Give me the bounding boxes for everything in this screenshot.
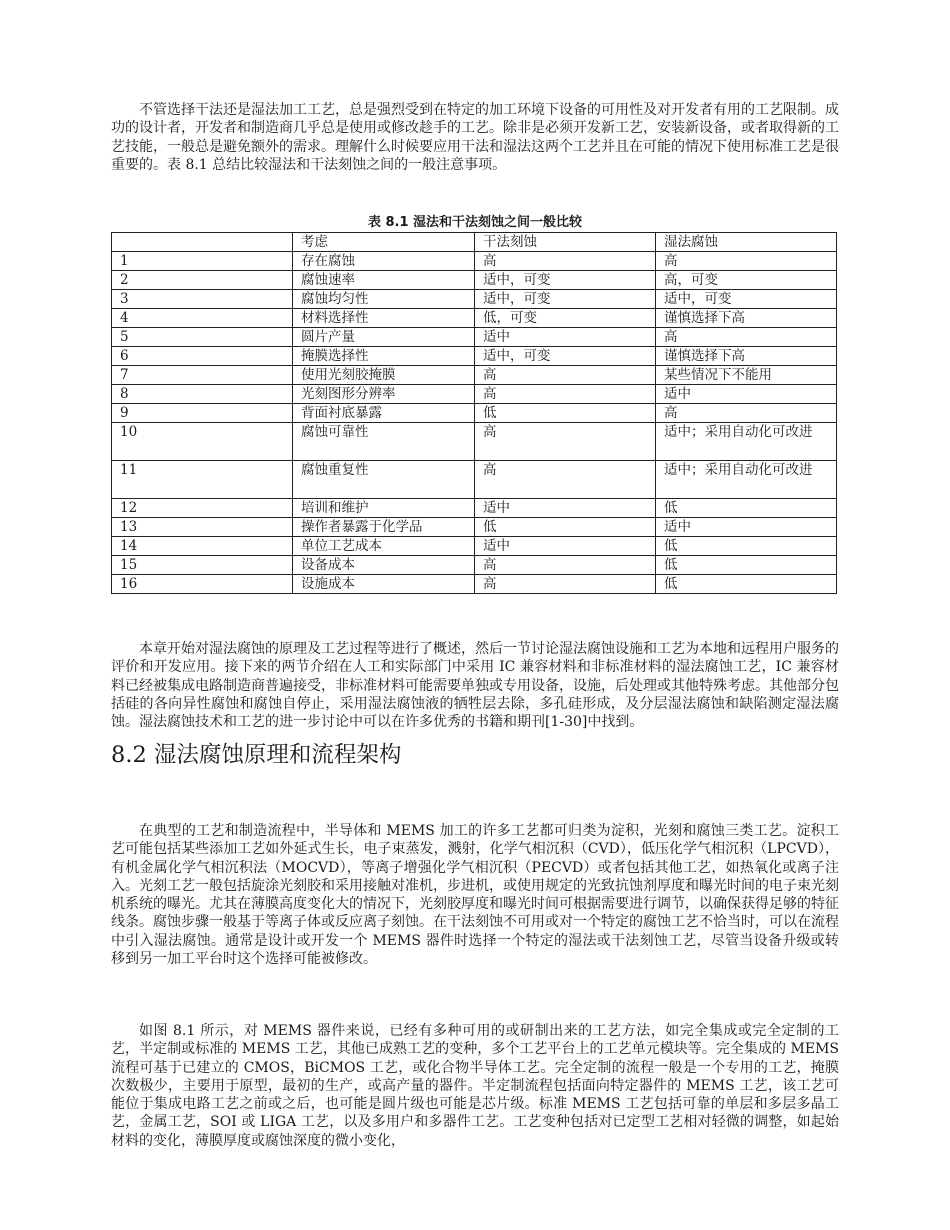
table-row: [112, 499, 837, 518]
section-heading: 8.2 湿法腐蚀原理和流程架构: [111, 742, 402, 768]
table-row: [112, 575, 837, 594]
table-cell: 低: [656, 556, 837, 575]
table-cell: 腐蚀重复性: [293, 461, 475, 499]
table-cell: 7: [112, 366, 293, 385]
table-header-row: [112, 233, 837, 252]
table-row: [112, 385, 837, 404]
table-cell: 圆片产量: [293, 328, 475, 347]
table-header-cell: 考虑: [293, 233, 475, 252]
table-cell: 设施成本: [293, 575, 475, 594]
table-cell: 低: [656, 499, 837, 518]
table-cell: 存在腐蚀: [293, 252, 475, 271]
intro-paragraph: 不管选择干法还是湿法加工工艺，总是强烈受到在特定的加工环境下设备的可用性及对开发者有用的工艺限制。成功的设计者，开发者和制造商几乎总是使用或修改趁手的工艺。除非是必须开发新工艺，安装新设备，或者取得新的工艺技能，一般总是避免额外的需求。理解什么时候要应用干法和湿法这两个工艺并且在可能的情况下使用标准工艺是很重要的。表 8.1 总结比较湿法和干法刻蚀之间的一般注意事项。: [111, 102, 839, 173]
table-cell: 光刻图形分辨率: [293, 385, 475, 404]
table-cell: 9: [112, 404, 293, 423]
table-cell: 2: [112, 271, 293, 290]
table-cell: 适中: [656, 518, 837, 537]
table-cell: 背面衬底暴露: [293, 404, 475, 423]
body-paragraph: 在典型的工艺和制造流程中，半导体和 MEMS 加工的许多工艺都可归类为淀积，光刻和腐蚀三类工艺。淀积工艺可能包括某些添加工艺如外延式生长，电子束蒸发，溅射，化学气相沉积（CVD），低压化学气相沉积（LPCVD），有机金属化学气相沉积法（MOCVD），等离子增强化学气相沉积（PECVD）或者包括其他工艺，如热氧化或离子注入。光刻工艺一般包括旋涂光刻胶和采用接触对准机，步进机，或使用规定的光致抗蚀剂厚度和曝光时间的电子束光刻机系统的曝光。尤其在薄膜高度变化大的情况下，光刻胶厚度和曝光时间可根据需要进行调节，以确保获得足够的特征线条。腐蚀步骤一般基于等离子体或反应离子刻蚀。在干法刻蚀不可用或对一个特定的腐蚀工艺不恰当时，可以在流程中引入湿法腐蚀。通常是设计或开发一个 MEMS 器件时选择一个特定的湿法或干法刻蚀工艺，尽管当设备升级或转移到另一加工平台时这个选择可能被修改。: [111, 823, 839, 968]
table-cell: 掩膜选择性: [293, 347, 475, 366]
table-cell: 高: [475, 575, 656, 594]
table-cell: 低: [656, 575, 837, 594]
table-cell: 适中，可变: [475, 271, 656, 290]
table-cell: 高: [475, 556, 656, 575]
table-header-cell: [112, 233, 293, 252]
table-cell: 14: [112, 537, 293, 556]
table-cell: 适中；采用自动化可改进: [656, 461, 837, 499]
table-cell: 单位工艺成本: [293, 537, 475, 556]
table-cell: 谨慎选择下高: [656, 347, 837, 366]
table-cell: 3: [112, 290, 293, 309]
table-cell: 4: [112, 309, 293, 328]
table-cell: 操作者暴露于化学品: [293, 518, 475, 537]
table-cell: 高: [475, 385, 656, 404]
chapter-overview-paragraph: 本章开始对湿法腐蚀的原理及工艺过程等进行了概述，然后一节讨论湿法腐蚀设施和工艺为本地和远程用户服务的评价和开发应用。接下来的两节介绍在人工和实际部门中采用 IC 兼容材料和非标准材料的湿法腐蚀工艺，IC 兼容材料已经被集成电路制造商普遍接受，非标准材料可能需要单独或专用设备，设施，后处理或其他特殊考虑。其他部分包括硅的各向异性腐蚀和腐蚀自停止，采用湿法腐蚀液的牺牲层去除，多孔硅形成，及分层湿法腐蚀和缺陷测定湿法腐蚀。湿法腐蚀技术和工艺的进一步讨论中可以在许多优秀的书籍和期刊[1-30]中找到。: [111, 641, 839, 731]
comparison-table: [111, 232, 837, 594]
table-cell: 12: [112, 499, 293, 518]
table-row: [112, 271, 837, 290]
table-cell: 适中: [475, 537, 656, 556]
table-caption: 表 8.1 湿法和干法刻蚀之间一般比较: [367, 215, 583, 230]
table-row: [112, 537, 837, 556]
table-cell: 高: [656, 328, 837, 347]
table-row: [112, 404, 837, 423]
table-cell: 培训和维护: [293, 499, 475, 518]
table-cell: 使用光刻胶掩膜: [293, 366, 475, 385]
table-cell: 设备成本: [293, 556, 475, 575]
table-row: [112, 252, 837, 271]
table-cell: 谨慎选择下高: [656, 309, 837, 328]
table-cell: 10: [112, 423, 293, 461]
table-cell: 低: [475, 518, 656, 537]
table-cell: 8: [112, 385, 293, 404]
table-row: [112, 423, 837, 461]
body-paragraph: 如图 8.1 所示，对 MEMS 器件来说，已经有多种可用的或研制出来的工艺方法，如完全集成或完全定制的工艺，半定制或标准的 MEMS 工艺，其他已成熟工艺的变种，多个工艺平台上的工艺单元模块等。完全集成的 MEMS 流程可基于已建立的 CMOS，BiCMOS 工艺，或化合物半导体工艺。完全定制的流程一般是一个专用的工艺，掩膜次数极少，主要用于原型，最初的生产，或高产量的器件。半定制流程包括面向特定器件的 MEMS 工艺，该工艺可能位于集成电路工艺之前或之后，也可能是圆片级也可能是芯片级。标准 MEMS 工艺包括可靠的单层和多层多晶工艺，金属工艺，SOI 或 LIGA 工艺，以及多用户和多器件工艺。工艺变种包括对已定型工艺相对轻微的调整，如起始材料的变化，薄膜厚度或腐蚀深度的微小变化，: [111, 1023, 839, 1149]
table-cell: 适中: [475, 328, 656, 347]
table-cell: 15: [112, 556, 293, 575]
table-cell: 高: [656, 252, 837, 271]
table-cell: 低: [475, 404, 656, 423]
table-cell: 低，可变: [475, 309, 656, 328]
table-cell: 某些情况下不能用: [656, 366, 837, 385]
table-cell: 适中；采用自动化可改进: [656, 423, 837, 461]
table-row: [112, 366, 837, 385]
table-cell: 腐蚀均匀性: [293, 290, 475, 309]
table-cell: 13: [112, 518, 293, 537]
table-cell: 11: [112, 461, 293, 499]
table-cell: 16: [112, 575, 293, 594]
table-row: [112, 290, 837, 309]
table-row: [112, 347, 837, 366]
table-header-cell: 干法刻蚀: [475, 233, 656, 252]
table-cell: 高，可变: [656, 271, 837, 290]
table-cell: 低: [656, 537, 837, 556]
table-cell: 高: [475, 252, 656, 271]
table-cell: 适中，可变: [656, 290, 837, 309]
table-cell: 适中，可变: [475, 347, 656, 366]
table-cell: 高: [475, 423, 656, 461]
table-row: [112, 556, 837, 575]
table-cell: 高: [656, 404, 837, 423]
table-cell: 腐蚀速率: [293, 271, 475, 290]
table-cell: 适中，可变: [475, 290, 656, 309]
table-row: [112, 518, 837, 537]
table-header-cell: 湿法腐蚀: [656, 233, 837, 252]
table-cell: 适中: [656, 385, 837, 404]
table-row: [112, 328, 837, 347]
table-cell: 高: [475, 461, 656, 499]
table-row: [112, 309, 837, 328]
table-cell: 1: [112, 252, 293, 271]
table-cell: 6: [112, 347, 293, 366]
table-row: [112, 461, 837, 499]
table-cell: 腐蚀可靠性: [293, 423, 475, 461]
table-cell: 材料选择性: [293, 309, 475, 328]
table-cell: 5: [112, 328, 293, 347]
table-cell: 高: [475, 366, 656, 385]
table-cell: 适中: [475, 499, 656, 518]
